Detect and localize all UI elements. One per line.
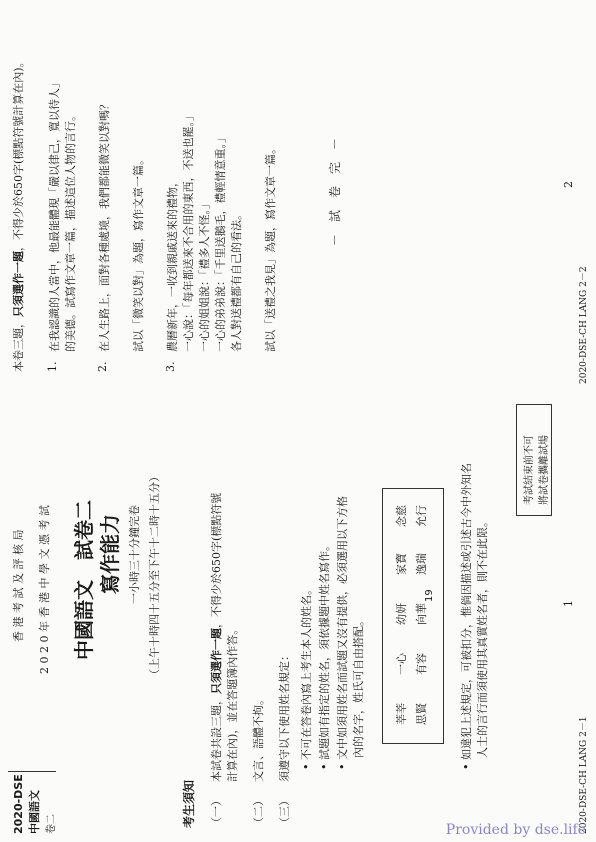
rule-footer-cont: 人士的言行而須使用其真實姓名者，則不在此限。 [476, 516, 489, 758]
page-number-left: 1 [562, 600, 575, 607]
subject-label: 中國語文 [28, 790, 41, 834]
page-code-left: 2020-DSE-CH LANG 2－1 [579, 716, 589, 834]
name-cell: 莘莘 [395, 703, 408, 725]
name-cell: 允行 [415, 505, 428, 527]
note-2-number: （二） [252, 795, 265, 828]
note-3-number: （三） [278, 795, 291, 828]
rule-footer: • 如違犯上述規定，可被扣分，惟倘因描述或引述古今中外知名 [460, 463, 473, 770]
note-3: 須遵守以下使用姓名規定： [278, 650, 291, 782]
rule-bullet: • 文中如須用姓名而試題又沒有提供，必須選用以下方格 [336, 496, 349, 770]
side-page-number: 19 [424, 589, 435, 602]
org-name: 香 港 考 試 及 評 核 局 [12, 529, 25, 642]
name-cell: 向華 [415, 603, 428, 625]
question-3-line: 一心說：「每年都送來不合用的東西，不送也罷。」 [182, 110, 195, 352]
header-divider [8, 771, 56, 772]
exam-room-stamp: 考試結束前不可 將試卷攜離試場 [516, 404, 552, 516]
page-number-right: 2 [562, 181, 575, 188]
names-box [382, 488, 444, 744]
instruction: 本卷三題，只須選作一題，不得少於650字(標點符號計算在內)。 [12, 56, 25, 372]
question-1-line: 的美德。試寫作文章一篇，描述這位人物的言行。 [64, 110, 77, 352]
question-2-number: 2. [96, 361, 109, 372]
paper-subtitle: 寫作能力 [98, 514, 122, 594]
rule-bullet-cont: 內的名字，姓氏可自由搭配。 [352, 615, 365, 758]
page-code-right: 2020-DSE-CH LANG 2－2 [579, 266, 589, 384]
question-1-line: 在我認識的人當中，他最能體現「嚴以律己，寬以待人」 [48, 77, 61, 352]
note-1-cont: 計算在內)，並在答題簿內作答。 [226, 623, 239, 782]
question-3-prompt: 試以「送禮之我見」為題，寫作文章一篇。 [264, 143, 277, 352]
name-cell: 念慈 [395, 505, 408, 527]
rule-bullet: • 試題如有指定的姓名，須依據題中姓名寫作。 [318, 540, 331, 770]
exam-time: （上午十時四十五分至下午十二時十五分） [148, 471, 161, 680]
end-of-paper: － 試 卷 完 － [328, 137, 342, 246]
note-2: 文言、語體不拘。 [252, 694, 265, 782]
paper-title: 中國語文 試卷二 [72, 500, 96, 660]
question-1-number: 1. [46, 361, 59, 372]
watermark: Provided by dse.life [445, 822, 586, 838]
duration: 一小時三十分鐘完卷 [128, 505, 141, 604]
question-3-line: 一心的姐姐說：「禮多人不怪。」 [198, 198, 211, 352]
note-1: 本試卷共設三題，只須選作一題，不得少於650字(標點符號 [210, 492, 223, 782]
name-cell: 家寶 [395, 553, 408, 575]
paper-label: 卷二 [46, 814, 57, 834]
name-cell: 逸瑞 [415, 553, 428, 575]
name-cell: 幼妍 [395, 603, 408, 625]
question-3-line: 農曆新年，一收到親戚送來的禮物， [166, 176, 179, 352]
question-3-line: 各人對送禮都有自己的看法。 [230, 209, 243, 352]
note-1-number: （一） [210, 795, 223, 828]
name-cell: 思賢 [415, 703, 428, 725]
notes-heading: 考生須知 [182, 779, 196, 828]
question-3-line: 一心的弟弟說：「千里送鵝毛，禮輕情意重。」 [214, 132, 227, 352]
exam-code: 2020-DSE [12, 774, 25, 834]
exam-name: 2 0 2 0 年 香 港 中 學 文 憑 考 試 [38, 505, 51, 674]
question-3-number: 3. [164, 361, 177, 372]
name-cell: 有容 [415, 653, 428, 675]
name-cell: 一心 [395, 653, 408, 675]
question-2-line: 在人生路上，面對各種處境，我們都能微笑以對嗎？ [98, 99, 111, 352]
rule-bullet: • 不可在答卷內寫上考生本人的姓名。 [300, 584, 313, 770]
question-2-prompt: 試以「微笑以對」為題，寫作文章一篇。 [132, 154, 145, 352]
